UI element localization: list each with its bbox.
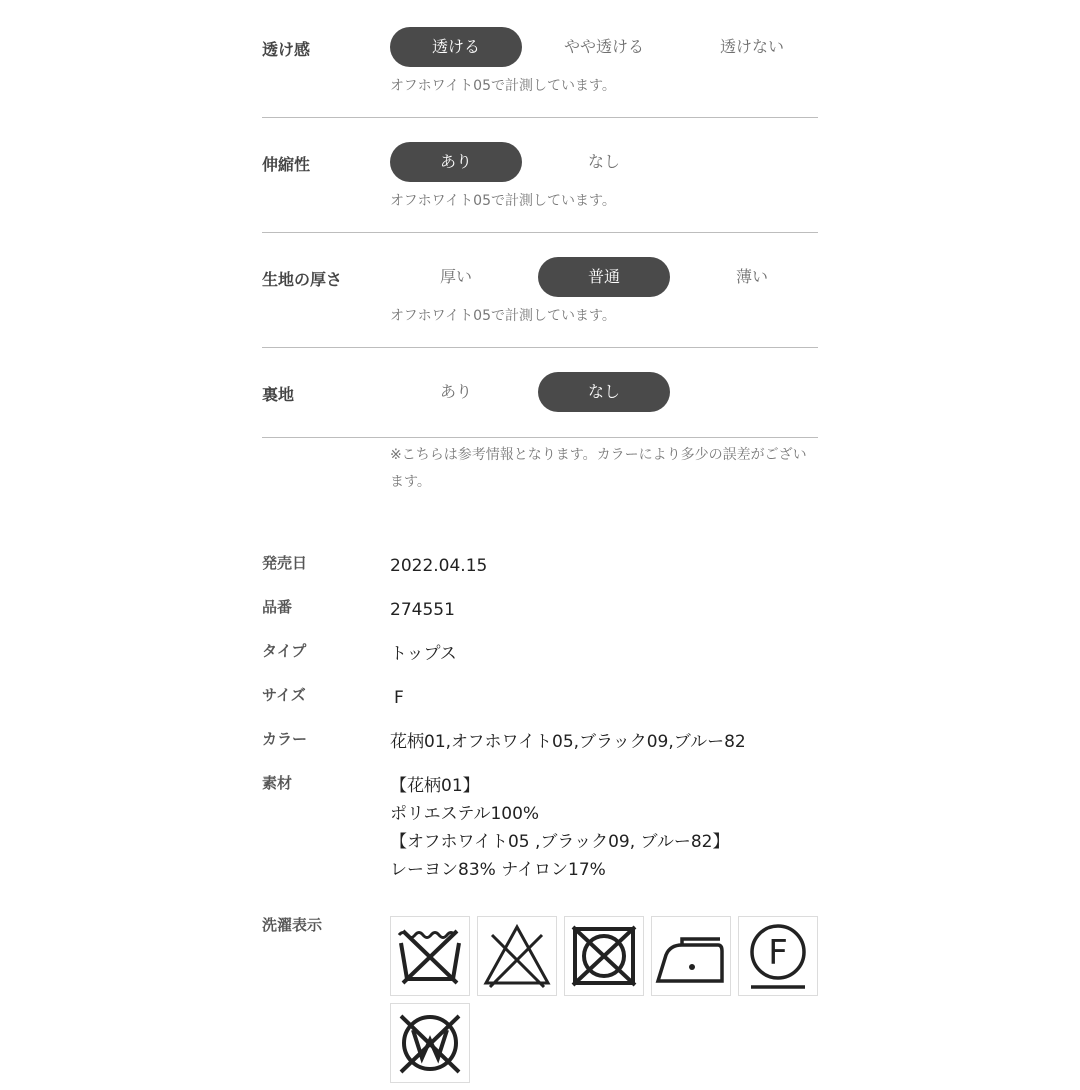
dry-clean-f-icon xyxy=(739,917,817,995)
material-line: レーヨン83% ナイロン17% xyxy=(390,860,606,880)
option-slightly-transparent[interactable]: やや透ける xyxy=(563,37,644,56)
attr-row-lining xyxy=(262,347,818,438)
option-normal[interactable]: 普通 xyxy=(538,257,670,297)
spec-value-size: F xyxy=(394,688,404,708)
option-transparent[interactable]: 透ける xyxy=(390,27,522,67)
spec-value-release: 2022.04.15 xyxy=(390,556,488,576)
option-stretch-yes[interactable]: あり xyxy=(390,142,522,182)
dry-clean-letter: F xyxy=(768,933,788,973)
attr-note-transparency: オフホワイト05で計測しています。 xyxy=(390,78,616,94)
attr-label-lining: 裏地 xyxy=(262,385,295,404)
no-wet-clean-icon xyxy=(391,1004,469,1082)
attr-note-thickness: オフホワイト05で計測しています。 xyxy=(390,308,616,324)
spec-material xyxy=(262,772,822,884)
disclaimer-note: ※こちらは参考情報となります。カラーにより多少の誤差がございます。 xyxy=(390,447,807,490)
spec-value-color: 花柄01,オフホワイト05,ブラック09,ブルー82 xyxy=(390,732,746,752)
spec-label-size: サイズ xyxy=(262,686,306,704)
material-line: ポリエステル100% xyxy=(390,804,540,824)
spec-type xyxy=(262,640,822,668)
material-line: 【オフホワイト05 ,ブラック09, ブルー82】 xyxy=(390,832,730,852)
spec-label-item-number: 品番 xyxy=(262,598,293,616)
iron-low-icon xyxy=(652,917,730,995)
no-washing-icon xyxy=(391,917,469,995)
spec-value-type: トップス xyxy=(390,644,457,664)
attr-row-transparency xyxy=(262,0,818,118)
option-thin[interactable]: 薄い xyxy=(735,267,768,286)
spec-label-color: カラー xyxy=(262,730,308,748)
attr-note-stretch: オフホワイト05で計測しています。 xyxy=(390,193,616,209)
attr-label-thickness: 生地の厚さ xyxy=(262,270,343,289)
attr-label-transparency: 透け感 xyxy=(262,40,311,59)
spec-value-material xyxy=(390,772,729,884)
option-not-transparent[interactable]: 透けない xyxy=(719,37,784,56)
option-stretch-no[interactable]: なし xyxy=(587,152,620,171)
option-thick[interactable]: 厚い xyxy=(439,267,472,286)
spec-label-release: 発売日 xyxy=(262,554,308,572)
spec-item-number xyxy=(262,596,822,624)
spec-color xyxy=(262,728,822,756)
option-lining-no[interactable]: なし xyxy=(538,372,670,412)
spec-label-type: タイプ xyxy=(262,642,307,660)
spec-release xyxy=(262,552,822,580)
spec-value-item-number: 274551 xyxy=(390,600,455,620)
spec-label-material: 素材 xyxy=(262,774,293,792)
no-bleach-icon xyxy=(478,917,556,995)
material-line: 【花柄01】 xyxy=(390,776,480,796)
attr-label-stretch: 伸縮性 xyxy=(262,155,311,174)
spec-label-care: 洗濯表示 xyxy=(262,916,323,934)
attr-row-thickness xyxy=(262,232,818,348)
option-lining-yes[interactable]: あり xyxy=(439,382,472,401)
attr-row-stretch xyxy=(262,117,818,233)
care-icons xyxy=(390,916,830,1090)
spec-size xyxy=(262,684,822,712)
no-tumble-dry-icon xyxy=(565,917,643,995)
